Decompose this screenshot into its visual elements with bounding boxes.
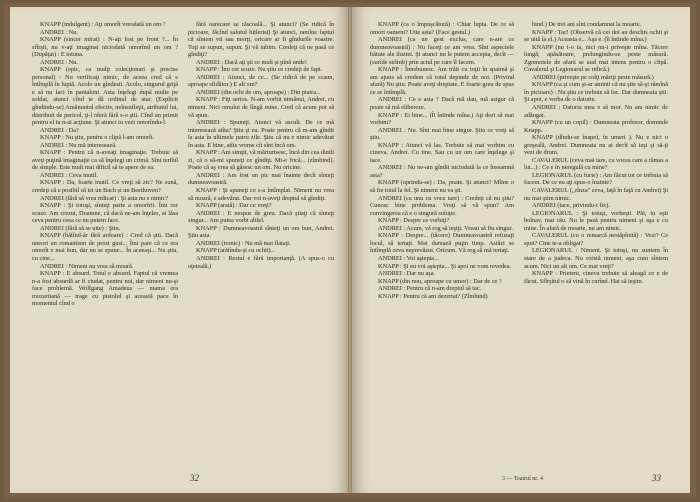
paragraph: ANDREI (tace, privindu-i fix). [532, 202, 610, 210]
paragraph: KNAPP : Pentru că n-aveaţi imaginaţie. Trebuie să aveţi puţină imaginaţie ca să înţelegi un crimă. Sînt teribil de simple. Este mult mai dificil să te apere de ea. [32, 149, 178, 172]
right-page-number: 33 [652, 473, 661, 483]
paragraph: CAVALERUL (cu o remarcă nestăpînită) : Vezi? Ce spui? Cine te-a obligat? [524, 232, 668, 247]
paragraph: KNAPP : Fiţi serios. N-am vorbit nimănui, Andrei, cu nimeni. Nici omului de lîngă mine. Cred că acum pot să vă spun. [188, 96, 334, 119]
paragraph: ANDREI : Ce e asta ? Dacă mă dau, mă asigur că poate să mă elibereze. [370, 96, 514, 112]
paragraph: KNAPP : Atunci vă las. Trebuie să mai vorbim cu cineva, Andrei. Cu tine. Sau cu un om care înţelege şi tace. [370, 141, 514, 164]
paragraph: ANDREI (fără să vrea ridicat) : Şi asta nu e nimic? [40, 194, 169, 202]
paragraph: CAVALERUL (,,rînza" ceva, faţă în faţă cu Andrei) Şi nu mai ştim nimic. [524, 187, 668, 202]
paragraph: ANDREI : Restul e fără importanţă. (A spus-o cu oţeteală.) [188, 254, 334, 270]
paragraph: KNAPP : Pentru că am dezertat? (Zîmbind) [378, 292, 488, 300]
paragraph: ANDREI (ca unu cu voce tare) : Credeţi că nu ştiu? Cunosc bine problema. Vreţi să vă spun? Am convingerea că e o singură soluţie. [370, 194, 514, 217]
paragraph: ANDREI : E nespus de greu. Dacă ştiaţi că sînteţi singur... Am putea vorbi altfel. [188, 209, 334, 225]
right-page-column-1 [370, 21, 514, 465]
paragraph: KNAPP (cu un copil) : Dumneata profesor, domnule Knapp. [524, 119, 668, 134]
paragraph: KNAPP : Tac! (Observă că cei doi au deschis ochii şi se uită la el.) Aceasta e... Aşa e. (îi întinde mîna.) [524, 28, 668, 44]
paragraph: KNAPP : Înnebunesc. Am trăit cu toţii în spaimă şi am ajuns să credem că totul depinde de noi. (Privind afară) Nu ştiu. Poate aveţi dreptate. E foarte greu de spus ce se întîmplă. [370, 66, 514, 96]
paragraph: ANDREI : Nu mă interesează. [40, 141, 117, 149]
paragraph: ANDREI : Dacă aţi şti ce mult şi pînă unde! [196, 58, 307, 66]
paragraph: KNAPP : Nu ştiu, pentru o clipă l-am omorît. [40, 134, 155, 142]
paragraph: KNAPP (sincer mirat) : N-aţi fost pe front ?... În sfîrşit, nu v-aţi imaginat niciodată omorînd un om ? (Dupăţat) : E totuna. [32, 36, 178, 59]
paragraph: LEGIONARUL : Nimeni. Şi totuşi, nu suntem în stare de a judeca. Nu există nimeni, aşa cum sîntem acum. Nici un alt om. Ce mai vreţi? [524, 247, 668, 270]
paragraph: KNAPP (arătîndu-şi cu ochii)... [196, 247, 276, 255]
paragraph: KNAPP : Ei bine... (Îi întinde mîna.) Aţi dori să mai vorbim? [370, 111, 514, 127]
paragraph: ANDREI (ironic) : Nu mă mai flataţi. [196, 239, 291, 247]
paragraph: ANDREI : Ceva inutil. [40, 171, 98, 179]
paragraph: ANDREI (din ochi de om, aproape) : Din piatra... [196, 88, 321, 96]
paragraph: KNAPP : Da, foarte inutil. Ce vreţi să zic? Ne sună, credeţi că e posibil să iei un Bach și un Beethoven? [32, 179, 178, 195]
paragraph: ANDREI (priveşte pe colţi măriţi peste măsură.) [532, 73, 654, 81]
paragraph: KNAPP : Şi spuneţi ce s-a întîmplat. Nimeni nu vrea să moară, e adevărat. Dar voi n-aveţi dreptul să gîndiţi. [188, 187, 334, 202]
paragraph: KNAPP (nu i-o ia, nici nu-i priveşte mîna. Tăcere lungă, apăsătoare, prelungindu-se peste măsură. Zgomotele de afară se aud mai intens pentru o clipă. Cavalerul şi Legionarul se ridică.) [524, 43, 668, 74]
paragraph: KNAPP : Dumneavoastră sînteţi un om bun, Andrei. Ştiu asta. [188, 224, 334, 240]
left-page-number: 32 [190, 473, 199, 483]
paragraph: ANDREI : Spuneţi. Atunci vă ascult. De ce mă interesează atîta? Ştiu şi eu. Poate pentru că m-am gîndit la asta în ultimele patru zile. Ştiu că nu e nimic adevărat în asta. E bine, atîta vreme cît sînt încă om. [188, 119, 334, 149]
paragraph: LEGIONARUL (cu furie) : Am făcut tot ce trebuia să facem. De ce nu aţi spus-o înainte? [524, 171, 668, 187]
paragraph: bind.) De trei ani sînt condamnat la moarte. [532, 21, 642, 28]
paragraph: KNAPP (oprindu-se) : Da, poate. Şi atunci? Mîine o să fie totul la fel. Şi nimeni nu va şti. [370, 179, 514, 195]
paragraph: fără oarecare se răscoală... Şi atunci? (Se ridică în picioare, făcînd salutul hitlerist) Şi atunci, ramîne faptul că sîntem vii sau morţi, oricare ar fi gîndurile voastre. Toţi se supun, supun. Şi vă iubim. Credeţi că ne pasă ce gîndiţi? [188, 21, 334, 59]
right-page [352, 7, 690, 493]
paragraph: KNAPP (bătînd-ăr fără ardoare) : Cred că ştii. Dacă uneori un romantism de prost gust... Îmi pare că ce era omorît e mai bun, dar nu se spune... În aceeaşi... Nu ştiu, cu cine... [32, 232, 178, 262]
paragraph: KNAPP : Despre... (tăcere) Dumneavoastră refuzaţi locul, să iertaţi. Mai durează puţin timp. Astăzi se întîmplă ceva neprevăzut. Oricum. Vă rog să mă iertaţi. [370, 232, 514, 255]
paragraph: KNAPP : Am simţit, vă mărturisesc, încă din cea dintîi zi, că o să-mi spuneţi ce gîndiţi. Mi-e frică... (zîmbind). Poate că aş vrea să găsesc un om. Nu oricine. [188, 149, 334, 172]
paragraph: ANDREI : Nu. Sînt mai bine singur. Ştiu ce vreţi să ştiu. [370, 126, 514, 142]
paragraph: ANDREI : Nu. [40, 58, 78, 66]
paragraph: ANDREI : Voi aştepta... [378, 254, 439, 262]
paragraph: ANDREI : Nu ne-am gîndit niciodată la ce înseamnă asta? [370, 164, 514, 179]
paragraph: KNAPP : Şi eu voi aştepta... Şi apoi ne vom revedea. [378, 262, 512, 270]
paragraph: KNAPP (arată) : Dar ce vreţi? [196, 202, 272, 210]
paragraph: ANDREI : Atunci, de ce... (Se ridică de pe scaun, aproape sfidător.) E alt om? [188, 73, 334, 89]
paragraph: ANDREI (fără să se uite) : Ştiu. [40, 224, 121, 232]
paragraph: ANDREI : Am fost un pic mai înainte decît sînteţi dumneavoastră. [188, 171, 334, 187]
left-page-column-1 [32, 21, 178, 465]
book-spread [4, 3, 696, 499]
paragraph: ANDREI : Nu. [40, 28, 78, 36]
paragraph: ANDREI : Da? [40, 126, 79, 134]
paragraph: KNAPP (ca şi cum şi-ar aminti că nu ştie să-şi rămînă în picioare) : Nu ştiu ce trebuie să fac. Dar dumneata ştii. Şi apoi, e vorba de o datorie. [524, 81, 668, 104]
paragraph: KNAPP : Prieteni, cineva trebuie să aleagă ce e de făcut. Sfîrşitul o să vină în curînd. Hai să ieşim. [524, 270, 668, 285]
paragraph: KNAPP : E absurd. Totul e absurd. Faptul că vremea n-a fost absurdă ar fi ciudat, pentru noi, dar nimeni nu-şi face problemă. Wolfgang Amadeus — mama era mozartiană — trage cu pistolul şi această pace în momentul cînd o [32, 270, 178, 308]
paragraph: ANDREI : Nimeni nu vrea să moară. [40, 262, 134, 270]
paragraph: KNAPP (epic, ca mulţi colecţionari şi precise personal) : Nu verificaţi nimic, de aceea cred că e întîmplă în luptă. Acolo un gîndesti. Acolo, singurul grijă e să nu faci în pantaloni. Asta înţelegi după multe pe soldat, atunci cînd te dă ordinul de atac (Explicit gîndindu-se) Amănuntul efectiv, neînsufleţit, atributul lui, distribuit de pericol, ţi-l oferă fără s-o ştii. Cînd un primit pentru el tu n-ai acţiune. Şi atunci tu vezi omorîndu-l. [32, 66, 178, 127]
paragraph: ANDREI : Datoria mea e să mor. Nu am nimic de adăugat. [524, 104, 668, 119]
left-page [10, 7, 348, 493]
right-page-column-2 [524, 21, 668, 465]
paragraph: KNAPP : Şi totuşi, sînteţi parte a omorîrii. Îmi cer scuze. Am crezut, Doamne, că dacă ne-am înţeles, ai lăsa ceva pentru ceea ce nu putem face. [32, 202, 178, 225]
paragraph: KNAPP : Despre ce vorbiţi? [378, 217, 450, 225]
paragraph: ANDREI (ca un gest exclus, care n-are ce dumneavoastră) : Nu faceţi ce am vrea. Sînt aspectele bătute ale iluziei. Şi atunci nu le putem accepta, decît — (surîde strîmb) prin actul pe care îl facem. [370, 36, 514, 66]
paragraph: KNAPP : Îmi cer scuze. Nu ştiu ce credeţi de fapt. [196, 66, 323, 74]
paragraph: KNAPP (din nou, aproape cu umor) : Dar de ce ? [378, 277, 502, 285]
paragraph: ANDREI : Acum, vă rog să ieşiţi. Vreau să fiu singur. [378, 224, 513, 232]
paragraph: KNAPP (ca o împuşcătură) : Chiar lupta. De ce să omori oameni? Uite asta? (Face gestul.) [370, 21, 514, 36]
paragraph: KNAPP (dîndu-se înapoi, în umeri ). Nu e nici o greşeală, Andrei. Dumneata nu ai decît să ieşi şi să-ţi vezi de drum. [524, 134, 668, 157]
left-page-column-2 [188, 21, 334, 465]
page-footer-signature: 3 — Teatrul nr. 4 [502, 476, 543, 482]
paragraph: ANDREI : Dar nu aşa. [378, 270, 436, 278]
paragraph: ANDREI : Pentru că n-am dreptul să tac. [378, 285, 482, 293]
paragraph: CAVALERUL (ceva mai tare, cu vocea care a rămas a lui...) : Ce e în neregulă cu mine? [524, 156, 668, 172]
paragraph: LEGIONARUL : Şi totuşi, vorbeşti. Păi, tu eşti bolnav, mai rău. Nu le pasă pentru nimeni şi aşa e cu mine. În afară de moarte, nu am nimic. [524, 209, 668, 232]
paragraph: KNAPP (indulgent) : Aţi omorît vreodată un om ? [40, 21, 166, 28]
